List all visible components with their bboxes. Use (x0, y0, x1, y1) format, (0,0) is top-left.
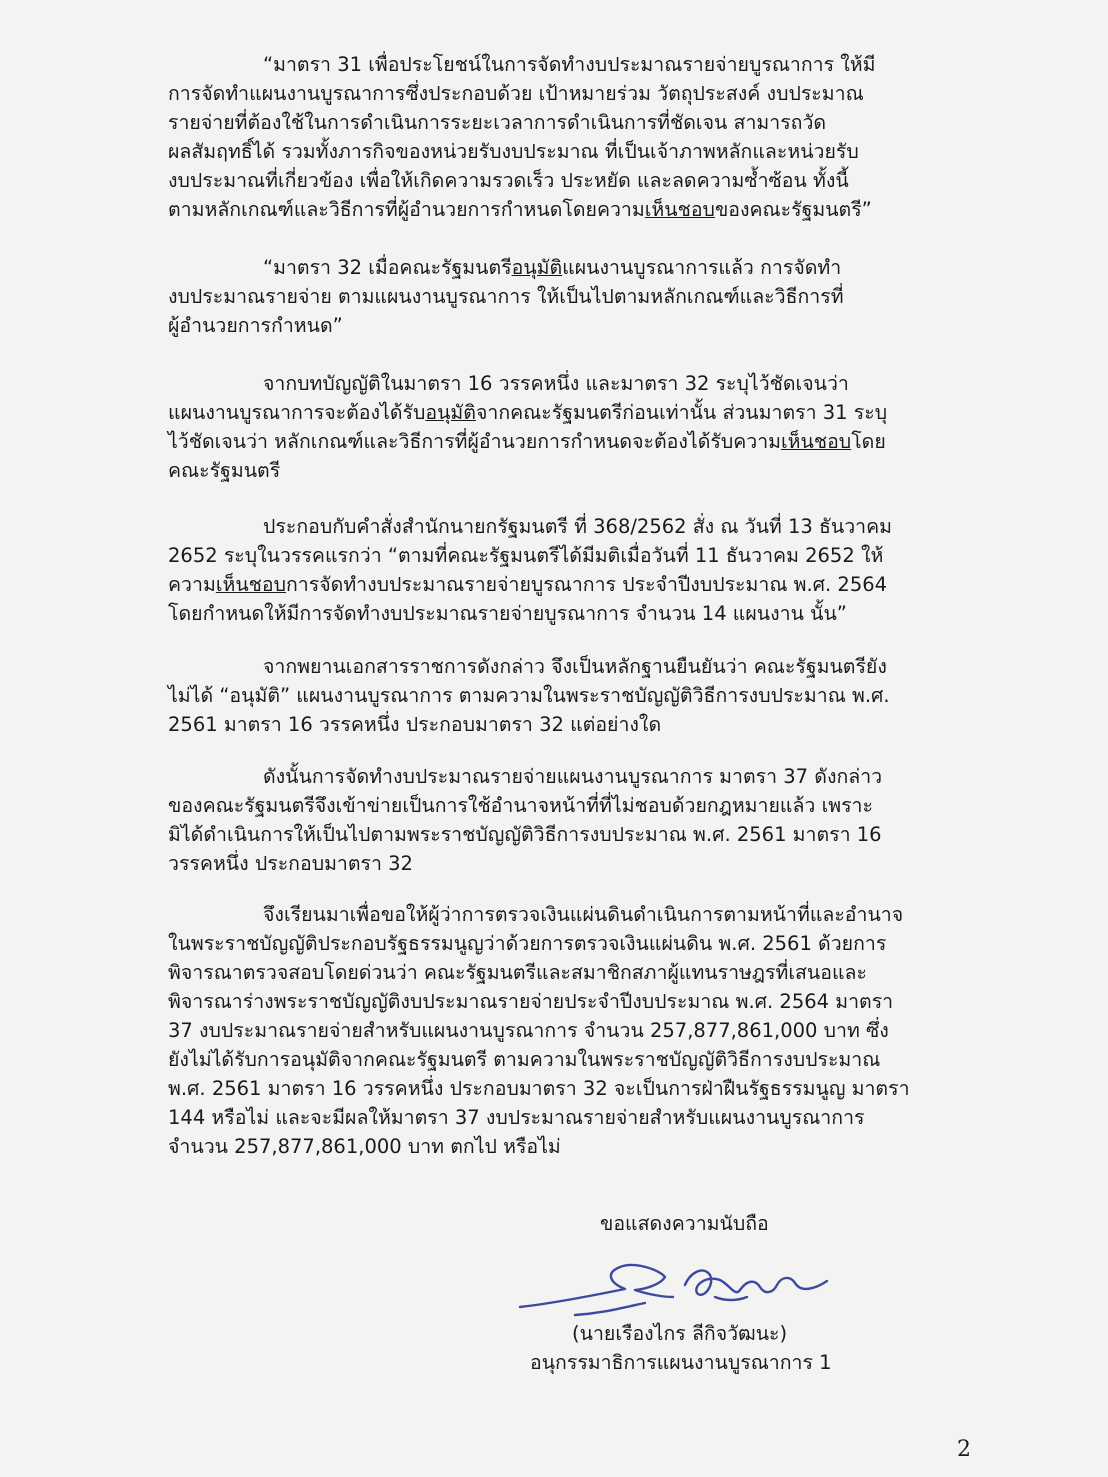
para-4 (168, 512, 968, 628)
signatory-name: (นายเรืองไกร ลีกิจวัฒนะ) (572, 1322, 788, 1345)
para-3-line-1: จากบทบัญญัติในมาตรา 16 วรรคหนึ่ง และมาตรา 32 ระบุไว้ชัดเจนว่า (263, 372, 849, 395)
para-3 (168, 369, 968, 485)
para-6 (168, 762, 968, 878)
para-1-line-1: “มาตรา 31 เพื่อประโยชน์ในการจัดทำงบประมาณรายจ่ายบูรณาการ ให้มี (263, 53, 876, 76)
para-7-line-7: พ.ศ. 2561 มาตรา 16 วรรคหนึ่ง ประกอบมาตรา 32 จะเป็นการฝ่าฝืนรัฐธรรมนูญ มาตรา (168, 1077, 910, 1100)
para-4-line-4: โดยกำหนดให้มีการจัดทำงบประมาณรายจ่ายบูรณาการ จำนวน 14 แผนงาน นั้น” (168, 602, 847, 625)
para-6-line-3: มิได้ดำเนินการให้เป็นไปตามพระราชบัญญัติวิธีการงบประมาณ พ.ศ. 2561 มาตรา 16 (168, 823, 882, 846)
para-2 (168, 253, 968, 340)
para-4-line-2: 2652 ระบุในวรรคแรกว่า “ตามที่คณะรัฐมนตรีได้มีมติเมื่อวันที่ 11 ธันวาคม 2652 ให้ (168, 544, 884, 567)
para-2-line-2: งบประมาณรายจ่าย ตามแผนงานบูรณาการ ให้เป็นไปตามหลักเกณฑ์และวิธีการที่ (168, 285, 844, 308)
para-7-line-6: ยังไม่ได้รับการอนุมัติจากคณะรัฐมนตรี ตามความในพระราชบัญญัติวิธีการงบประมาณ (168, 1048, 881, 1071)
para-3-line-2: แผนงานบูรณาการจะต้องได้รับอนุมัติจากคณะรัฐมนตรีก่อนเท่านั้น ส่วนมาตรา 31 ระบุ (168, 401, 888, 424)
para-2-line-3: ผู้อำนวยการกำหนด” (168, 314, 343, 337)
handwritten-signature (515, 1245, 875, 1325)
para-1-line-6: ตามหลักเกณฑ์และวิธีการที่ผู้อำนวยการกำหนดโดยความเห็นชอบของคณะรัฐมนตรี” (168, 198, 872, 221)
page-number: 2 (957, 1437, 971, 1462)
para-5-line-2: ไม่ได้ “อนุมัติ” แผนงานบูรณาการ ตามความในพระราชบัญญัติวิธีการงบประมาณ พ.ศ. (168, 684, 890, 707)
para-1 (168, 50, 968, 224)
para-7-line-5: 37 งบประมาณรายจ่ายสำหรับแผนงานบูรณาการ จำนวน 257,877,861,000 บาท ซึ่ง (168, 1019, 889, 1042)
para-7 (168, 900, 968, 1161)
signatory-title: อนุกรรมาธิการแผนงานบูรณาการ 1 (530, 1351, 832, 1374)
para-1-line-4: ผลสัมฤทธิ์ได้ รวมทั้งภารกิจของหน่วยรับงบประมาณ ที่เป็นเจ้าภาพหลักและหน่วยรับ (168, 140, 859, 163)
para-5-line-1: จากพยานเอกสารราชการดังกล่าว จึงเป็นหลักฐานยืนยันว่า คณะรัฐมนตรียัง (263, 655, 887, 678)
para-2-line-1: “มาตรา 32 เมื่อคณะรัฐมนตรีอนุมัติแผนงานบูรณาการแล้ว การจัดทำ (263, 256, 842, 279)
para-5 (168, 652, 968, 739)
para-6-line-1: ดังนั้นการจัดทำงบประมาณรายจ่ายแผนงานบูรณาการ มาตรา 37 ดังกล่าว (263, 765, 883, 788)
para-3-line-3: ไว้ชัดเจนว่า หลักเกณฑ์และวิธีการที่ผู้อำนวยการกำหนดจะต้องได้รับความเห็นชอบโดย (168, 430, 886, 453)
para-6-line-2: ของคณะรัฐมนตรีจึงเข้าข่ายเป็นการใช้อำนาจหน้าที่ที่ไม่ชอบด้วยกฎหมายแล้ว เพราะ (168, 794, 873, 817)
para-1-line-2: การจัดทำแผนงานบูรณาการซึ่งประกอบด้วย เป้าหมายร่วม วัตถุประสงค์ งบประมาณ (168, 82, 864, 105)
para-7-line-9: จำนวน 257,877,861,000 บาท ตกไป หรือไม่ (168, 1135, 561, 1158)
para-7-line-4: พิจารณาร่างพระราชบัญญัติงบประมาณรายจ่ายประจำปีงบประมาณ พ.ศ. 2564 มาตรา (168, 990, 894, 1013)
para-7-line-2: ในพระราชบัญญัติประกอบรัฐธรรมนูญว่าด้วยการตรวจเงินแผ่นดิน พ.ศ. 2561 ด้วยการ (168, 932, 887, 955)
para-1-line-5: งบประมาณที่เกี่ยวข้อง เพื่อให้เกิดความรวดเร็ว ประหยัด และลดความซ้ำซ้อน ทั้งนี้ (168, 169, 849, 192)
para-7-line-1: จึงเรียนมาเพื่อขอให้ผู้ว่าการตรวจเงินแผ่นดินดำเนินการตามหน้าที่และอำนาจ (263, 903, 904, 926)
para-7-line-8: 144 หรือไม่ และจะมีผลให้มาตรา 37 งบประมาณรายจ่ายสำหรับแผนงานบูรณาการ (168, 1106, 865, 1129)
para-6-line-4: วรรคหนึ่ง ประกอบมาตรา 32 (168, 852, 413, 875)
para-5-line-3: 2561 มาตรา 16 วรรคหนึ่ง ประกอบมาตรา 32 แต่อย่างใด (168, 713, 662, 736)
para-4-line-1: ประกอบกับคำสั่งสำนักนายกรัฐมนตรี ที่ 368/2562 สั่ง ณ วันที่ 13 ธันวาคม (263, 515, 893, 538)
para-7-line-3: พิจารณาตรวจสอบโดยด่วนว่า คณะรัฐมนตรีและสมาชิกสภาผู้แทนราษฎรที่เสนอและ (168, 961, 867, 984)
para-3-line-4: คณะรัฐมนตรี (168, 459, 281, 482)
closing-salutation: ขอแสดงความนับถือ (600, 1212, 769, 1235)
para-1-line-3: รายจ่ายที่ต้องใช้ในการดำเนินการระยะเวลาการดำเนินการที่ชัดเจน สามารถวัด (168, 111, 827, 134)
para-4-line-3: ความเห็นชอบการจัดทำงบประมาณรายจ่ายบูรณาการ ประจำปีงบประมาณ พ.ศ. 2564 (168, 573, 888, 596)
